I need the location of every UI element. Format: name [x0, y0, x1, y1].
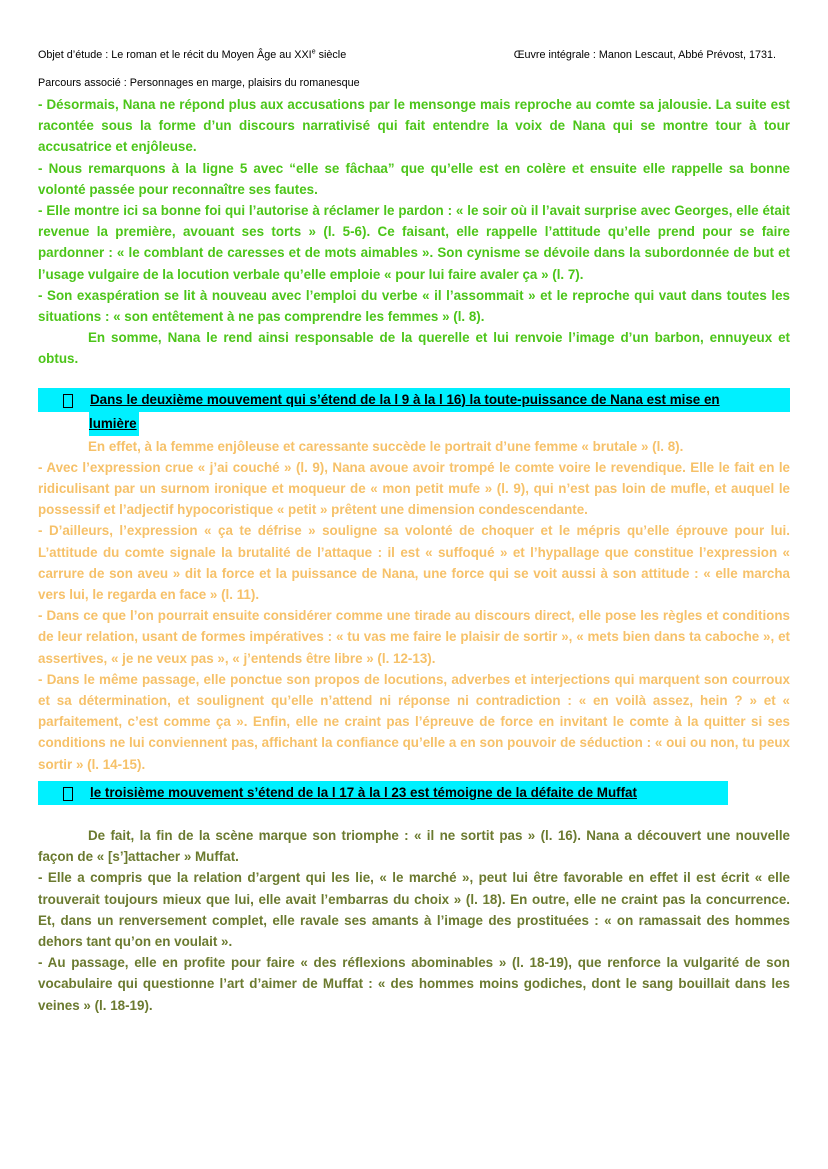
orange-paragraph: - Avec l’expression crue « j’ai couché » (l. 9), Nana avoue avoir trompé le comte voire le revendique. Elle le fait en le ridiculisant par un surnom ironique et moqueur de « mon petit mufe » (l. 9), qui n’est pas loin de mufle, et auquel le possessif et l’adjectif hypocoristique « petit » prêtent une dimension condescendante.: [38, 459, 790, 518]
checkbox-bullet-icon: [63, 787, 73, 801]
olive-paragraph: De fait, la fin de la scène marque son triomphe : « il ne sortit pas » (l. 16). Nana a découvert une nouvelle façon de « [s’]attacher » Muffat.: [38, 827, 790, 865]
section-heading-3: [38, 781, 728, 805]
section-heading-2: [38, 388, 790, 436]
green-paragraph: - Nous remarquons à la ligne 5 avec “elle se fâchaa” que qu’elle est en colère et ensuite elle rappelle sa bonne volonté passée pour reconnaître ses fautes.: [38, 160, 790, 197]
olive-paragraphs: [38, 825, 790, 1016]
green-paragraph: - Son exaspération se lit à nouveau avec l’emploi du verbe « il l’assommait » et le reproche qui vaut dans toutes les situations : « son entêtement à ne pas comprendre les femmes » (l. 8).: [38, 287, 790, 325]
header-object-of-study: Objet d’étude : Le roman et le récit du Moyen Âge au XXIe siècle: [38, 48, 347, 61]
green-paragraphs: [38, 94, 790, 370]
section-title-line1: Dans le deuxième mouvement qui s’étend de la l 9 à la l 16) la toute-puissance de Nana est mise en: [90, 391, 720, 407]
header-row: [38, 48, 790, 62]
olive-paragraph: - Elle a compris que la relation d’argent qui les lie, « le marché », peut lui être favorable en effet il est écrit « elle trouverait toujours mieux que lui, elle avait l’embarras du choix » (l. 18). En outre, elle ne craint pas la concurrence. Et, dans un renversement complet, elle ravale ses amants à l’image des prostituées : « on ramassait des hommes dehors tant qu’on en voulait ».: [38, 870, 790, 949]
orange-paragraph: - Dans ce que l’on pourrait ensuite considérer comme une tirade au discours direct, elle pose les règles et conditions de leur relation, usant de formes impératives : « tu vas me faire le plaisir de sortir », « mets bien dans ta caboche », et assertives, « je ne veux pas », « j’entends être libre » (l. 12-13).: [38, 608, 790, 666]
orange-paragraph: - D’ailleurs, l’expression « ça te défrise » souligne sa volonté de choquer et le mépris qu’elle éprouve pour lui. L’attitude du comte signale la brutalité de l’attaque : il est « suffoqué » et l’hypallage que constitue l’expression « carrure de son aveu » dit la force et la puissance de Nana, une force qui se voit aussi à son attitude : « elle marcha vers lui, le regarda en face » (l. 11).: [38, 523, 790, 603]
section-title-line2: lumière: [89, 412, 139, 436]
orange-paragraphs: [38, 436, 790, 775]
header-work: Œuvre intégrale : Manon Lescaut, Abbé Prévost, 1731.: [513, 49, 776, 61]
orange-paragraph: - Dans le même passage, elle ponctue son propos de locutions, adverbes et interjections qui marquent son courroux et sa détermination, et soulignent qu’elle n’attend ni réponse ni contradiction : « en voilà assez, hein ? » et « parfaitement, c’est comme ça ». Enfin, elle ne craint pas l’épreuve de force en invitant le comte à la quitter si ses conditions ne lui conviennent pas, affichant la confiance qu’elle a en son pouvoir de séduction : « oui ou non, tu peux sortir » (l. 14-15).: [38, 671, 790, 772]
green-paragraph: - Elle montre ici sa bonne foi qui l’autorise à réclamer le pardon : « le soir où il l’avait surprise avec Georges, elle était revenue la première, avouant ses torts » (l. 5-6). Ce faisant, elle rappelle l’attitude qu’elle prend pour se faire pardonner : « le comblant de caresses et de mots aimables ». Son cynisme se dévoile dans la subordonnée de but et l’usage vulgaire de la locution verbale qu’elle emploie « pour lui faire avaler ça » (l. 7).: [38, 203, 790, 282]
orange-paragraph: En effet, à la femme enjôleuse et caressante succède le portrait d’une femme « brutale » (l. 8).: [88, 438, 684, 454]
section-title: le troisième mouvement s’étend de la l 17 à la l 23 est témoigne de la défaite de Muffat: [90, 784, 637, 800]
olive-paragraph: - Au passage, elle en profite pour faire « des réflexions abominables » (l. 18-19), que renforce la vulgarité de son vocabulaire qui questionne l’art d’aimer de Muffat : « des hommes moins godiches, dont le sang bouillait dans les veines » (l. 18-19).: [38, 955, 790, 1013]
document-page: [38, 48, 790, 1016]
checkbox-bullet-icon: [63, 394, 73, 408]
green-paragraph: En somme, Nana le rend ainsi responsable de la querelle et lui renvoie l’image d’un barbon, ennuyeux et obtus.: [38, 330, 790, 367]
green-paragraph: - Désormais, Nana ne répond plus aux accusations par le mensonge mais reproche au comte sa jalousie. La suite est racontée sous la forme d’un discours narrativisé qui fait entendre la voix de Nana qui se montre tour à tour accusatrice et enjôleuse.: [38, 97, 790, 155]
header-parcours: Parcours associé : Personnages en marge, plaisirs du romanesque: [38, 77, 360, 89]
